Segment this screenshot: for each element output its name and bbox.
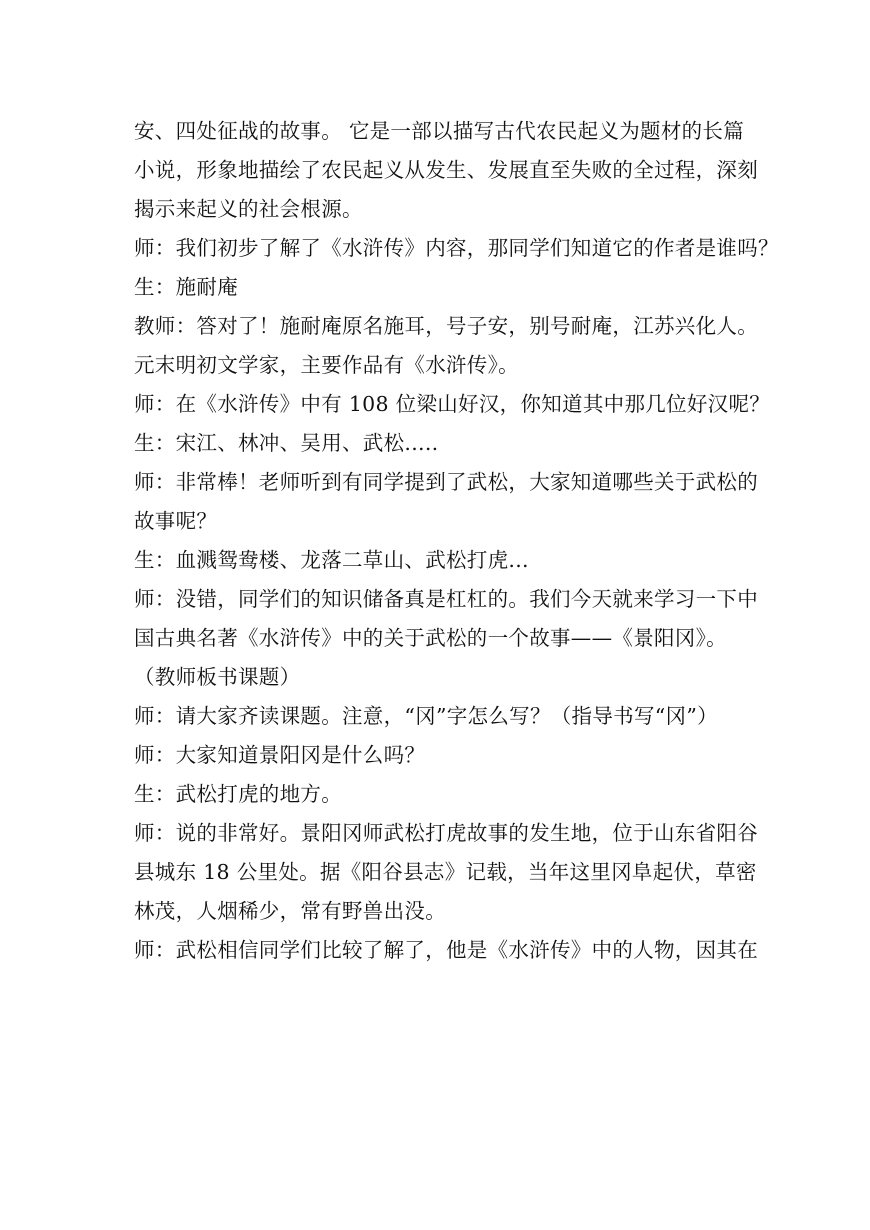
text-line: 林茂，人烟稀少，常有野兽出没。 [134,899,446,923]
text-line: 故事呢？ [134,509,218,533]
text-line: 师：说的非常好。景阳冈师武松打虎故事的发生地，位于山东省阳谷 [134,821,758,845]
text-line: 县城东 18 公里处。据《阳谷县志》记载，当年这里冈阜起伏，草密 [134,860,757,884]
text-line: 生：武松打虎的地方。 [134,782,342,806]
text-line: 教师：答对了！施耐庵原名施耳，号子安，别号耐庵，江苏兴化人。 [134,314,758,338]
text-line: 安、四处征战的故事。 它是一部以描写古代农民起义为题材的长篇 [134,119,745,143]
text-line: 生：施耐庵 [134,275,238,299]
text-line: 元末明初文学家，主要作品有《水浒传》。 [134,353,519,377]
text-line: 揭示来起义的社会根源。 [134,197,363,221]
text-line: 小说，形象地描绘了农民起义从发生、发展直至失败的全过程，深刻 [134,158,758,182]
text-line: 生：宋江、林冲、吴用、武松..... [134,431,439,455]
text-line: 师：武松相信同学们比较了解了，他是《水浒传》中的人物，因其在 [134,938,758,962]
text-line: 师：大家知道景阳冈是什么吗？ [134,743,426,767]
text-line: 师：在《水浒传》中有 108 位梁山好汉，你知道其中那几位好汉呢？ [134,392,771,416]
text-line: 师：我们初步了解了《水浒传》内容，那同学们知道它的作者是谁吗？ [134,236,779,260]
text-line: 师：没错，同学们的知识储备真是杠杠的。我们今天就来学习一下中 [134,587,758,611]
text-line: 国古典名著《水浒传》中的关于武松的一个故事——《景阳冈》。 [134,626,727,650]
text-line: 师：非常棒！老师听到有同学提到了武松，大家知道哪些关于武松的 [134,470,758,494]
text-line: 师：请大家齐读课题。注意，“冈”字怎么写？（指导书写“冈”） [134,704,718,728]
text-line: （教师板书课题） [134,665,301,689]
text-line: 生：血溅鸳鸯楼、龙落二草山、武松打虎... [134,548,529,572]
document-body [134,112,779,970]
